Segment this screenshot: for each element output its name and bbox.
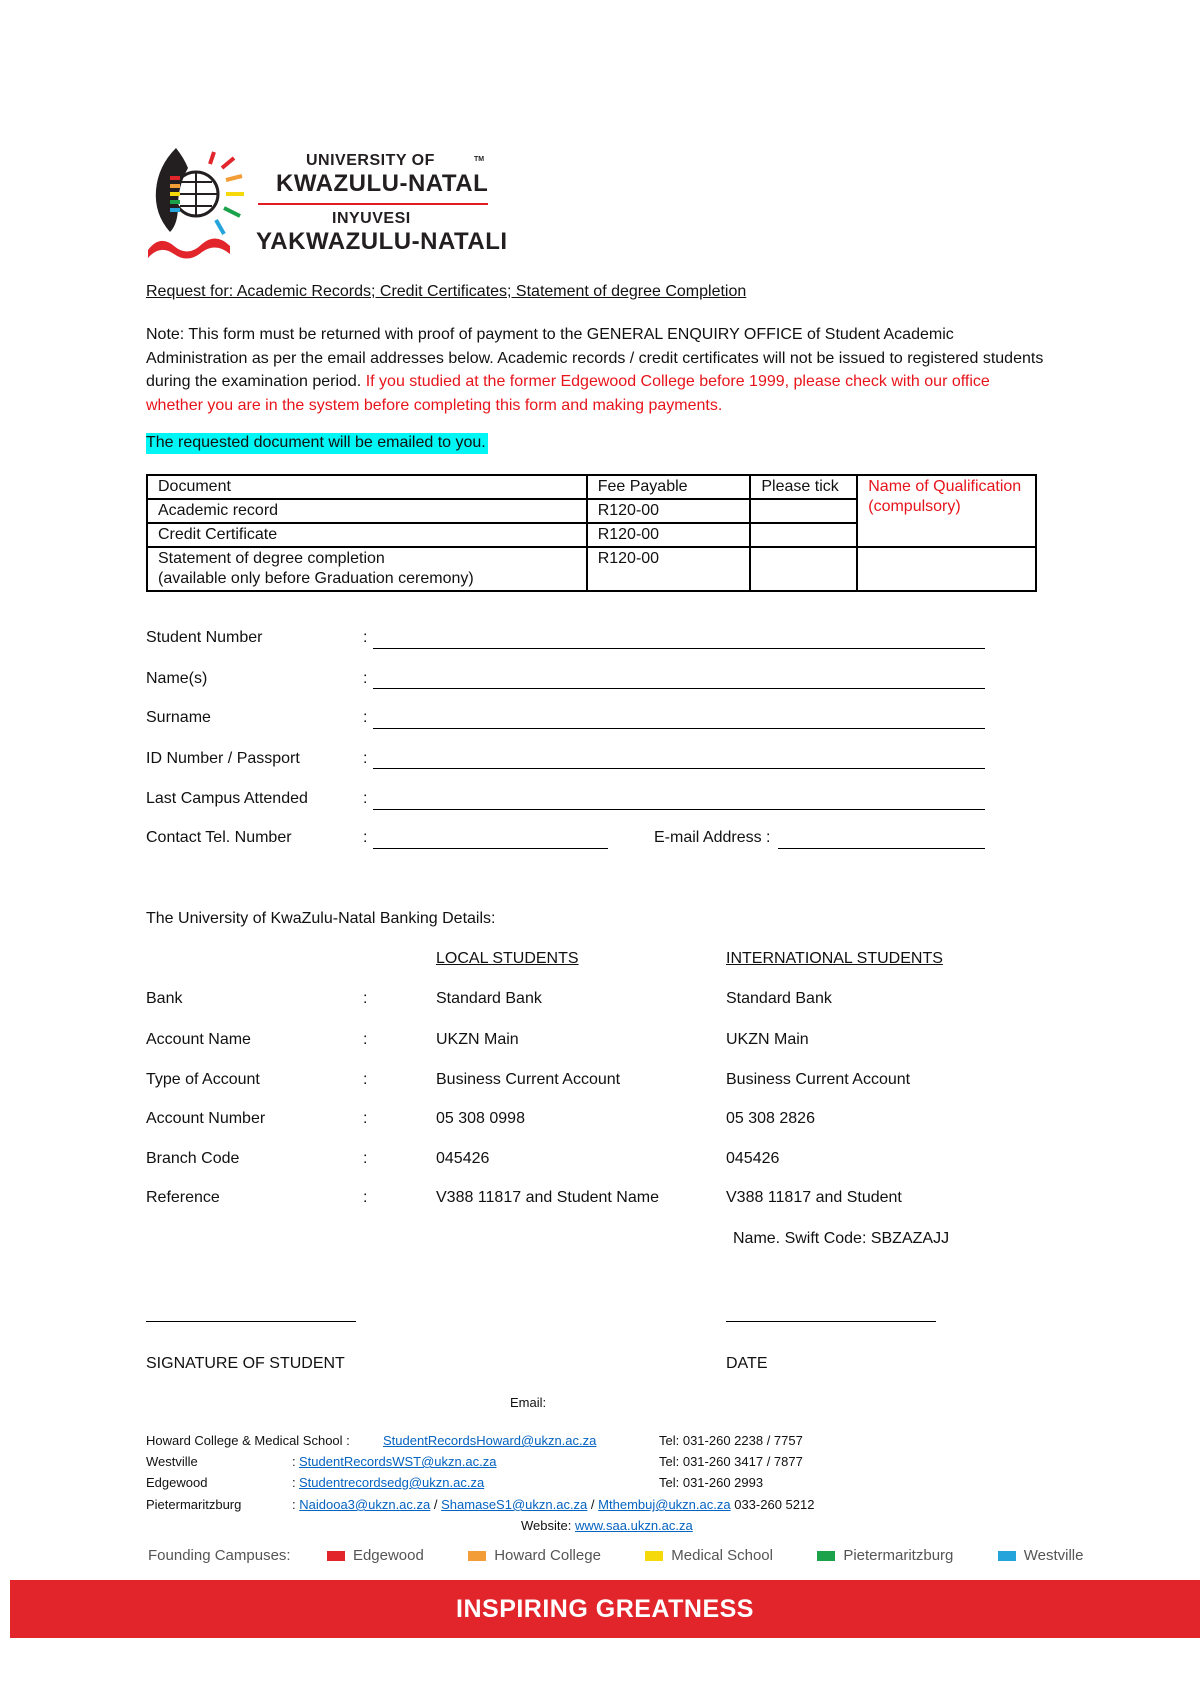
names-label: Name(s) xyxy=(146,670,208,687)
reference-label: Reference xyxy=(146,1189,220,1206)
qualification-input-cell[interactable] xyxy=(857,547,1036,591)
logo-inyuvesi: INYUVESI xyxy=(332,210,411,227)
bank-local: Standard Bank xyxy=(436,990,542,1007)
email-link-howard[interactable]: StudentRecordsHoward@ukzn.ac.za xyxy=(383,1433,597,1448)
campus-edgewood: Edgewood xyxy=(352,1547,424,1564)
swift-code: Name. Swift Code: SBZAZAJJ xyxy=(733,1230,950,1247)
local-students-header: LOCAL STUDENTS xyxy=(436,950,579,967)
bank-colon: : xyxy=(363,1150,368,1167)
founding-label: Founding Campuses: xyxy=(148,1547,291,1564)
contact-colon: : xyxy=(292,1454,296,1469)
email-address-field[interactable] xyxy=(778,848,985,849)
campus-medical: Medical School xyxy=(671,1547,773,1564)
field-colon: : xyxy=(363,790,368,807)
row-fee: R120-00 xyxy=(587,499,751,523)
email-separator: / xyxy=(590,1497,595,1512)
tel-edgewood: Tel: 031-260 2993 xyxy=(659,1475,764,1490)
table-header-row xyxy=(147,475,1036,499)
contact-campus-howard: Howard College & Medical School : xyxy=(146,1433,350,1448)
website-label: Website: xyxy=(521,1518,572,1533)
id-number-label: ID Number / Passport xyxy=(146,750,300,767)
field-colon: : xyxy=(363,709,368,726)
reference-intl: V388 11817 and Student xyxy=(726,1189,902,1206)
banking-title: The University of KwaZulu-Natal Banking Details: xyxy=(146,910,496,927)
email-separator: / xyxy=(433,1497,438,1512)
footer-banner: INSPIRING GREATNESS xyxy=(10,1580,1200,1638)
account-number-label: Account Number xyxy=(146,1110,266,1127)
row-document-title: Statement of degree completion xyxy=(158,550,385,567)
row-document: Academic record xyxy=(147,499,587,523)
request-title: Request for: Academic Records; Credit Certificates; Statement of degree Completion xyxy=(146,283,747,300)
contact-colon: : xyxy=(292,1497,296,1512)
branch-code-label: Branch Code xyxy=(146,1150,240,1167)
logo-trademark: TM xyxy=(474,156,485,163)
note-warning: If you studied at the former Edgewood College before 1999, please check with our office whether you are in the system before completing this form and making payments. xyxy=(146,373,990,414)
account-name-label: Account Name xyxy=(146,1031,251,1048)
branch-code-local: 045426 xyxy=(436,1150,490,1167)
bank-colon: : xyxy=(363,990,368,1007)
bank-colon: : xyxy=(363,1031,368,1048)
document-table xyxy=(146,474,1037,592)
email-link-edgewood[interactable]: Studentrecordsedg@ukzn.ac.za xyxy=(299,1475,485,1490)
tel-pmb: 033-260 5212 xyxy=(734,1497,815,1512)
field-colon: : xyxy=(363,629,368,646)
field-colon: : xyxy=(363,829,368,846)
header-document: Document xyxy=(147,475,587,499)
signature-label: SIGNATURE OF STUDENT xyxy=(146,1355,345,1372)
table-row xyxy=(147,547,1036,591)
row-fee: R120-00 xyxy=(587,547,751,591)
campus-westville: Westville xyxy=(1023,1547,1084,1564)
header-fee: Fee Payable xyxy=(587,475,751,499)
field-colon: : xyxy=(363,670,368,687)
field-colon: : xyxy=(363,750,368,767)
account-number-local: 05 308 0998 xyxy=(436,1110,525,1127)
account-type-local: Business Current Account xyxy=(436,1071,621,1088)
tel-westville: Tel: 031-260 3417 / 7877 xyxy=(659,1454,803,1469)
campus-pmb: Pietermaritzburg xyxy=(843,1547,954,1564)
contact-tel-field[interactable] xyxy=(373,848,608,849)
last-campus-field[interactable] xyxy=(373,809,985,810)
surname-label: Surname xyxy=(146,709,211,726)
tel-howard: Tel: 031-260 2238 / 7757 xyxy=(659,1433,803,1448)
account-number-intl: 05 308 2826 xyxy=(726,1110,815,1127)
last-campus-label: Last Campus Attended xyxy=(146,790,308,807)
note-text: Note: This form must be returned with proof of payment to the GENERAL ENQUIRY OFFICE of Student Academic Administration as per the email addresses below. Academic records / credit certificates will not be issued to registered students during the examination period. xyxy=(146,326,1044,390)
row-document-note: (available only before Graduation ceremony) xyxy=(158,570,474,587)
contact-campus-westville: Westville xyxy=(146,1454,198,1469)
contact-campus-pmb: Pietermaritzburg xyxy=(146,1497,242,1512)
email-address-label: E-mail Address : xyxy=(654,829,771,846)
account-type-label: Type of Account xyxy=(146,1071,260,1088)
contact-tel-label: Contact Tel. Number xyxy=(146,829,292,846)
bank-label: Bank xyxy=(146,990,183,1007)
row-document xyxy=(147,547,587,591)
founding-campuses xyxy=(148,1547,1083,1564)
header-tick: Please tick xyxy=(750,475,857,499)
ukzn-logo-mark xyxy=(148,146,248,264)
id-number-field[interactable] xyxy=(373,768,985,769)
email-link-pmb-2[interactable]: ShamaseS1@ukzn.ac.za xyxy=(441,1497,588,1512)
contact-campus-edgewood: Edgewood xyxy=(146,1475,208,1490)
account-type-intl: Business Current Account xyxy=(726,1071,911,1088)
contact-colon: : xyxy=(292,1475,296,1490)
email-link-westville[interactable]: StudentRecordsWST@ukzn.ac.za xyxy=(299,1454,497,1469)
westville-swatch xyxy=(998,1551,1016,1561)
surname-field[interactable] xyxy=(373,728,985,729)
student-number-field[interactable] xyxy=(373,648,985,649)
date-label: DATE xyxy=(726,1355,768,1372)
email-link-pmb-3[interactable]: Mthembuj@ukzn.ac.za xyxy=(598,1497,731,1512)
date-line[interactable] xyxy=(726,1321,936,1322)
emailed-note: The requested document will be emailed to you. xyxy=(146,433,488,454)
student-number-label: Student Number xyxy=(146,629,263,646)
email-link-pmb-1[interactable]: Naidooa3@ukzn.ac.za xyxy=(299,1497,431,1512)
row-fee: R120-00 xyxy=(587,523,751,547)
website-link[interactable]: www.saa.ukzn.ac.za xyxy=(574,1518,693,1533)
account-name-intl: UKZN Main xyxy=(726,1031,809,1048)
header-qualification: Name of Qualification (compulsory) xyxy=(857,475,1036,547)
international-students-header: INTERNATIONAL STUDENTS xyxy=(726,950,943,967)
logo-divider xyxy=(258,203,488,205)
tick-cell-statement[interactable] xyxy=(750,547,857,591)
logo-kwazulu-natal: KWAZULU-NATAL xyxy=(276,170,489,197)
row-document: Credit Certificate xyxy=(147,523,587,547)
names-field[interactable] xyxy=(373,688,985,689)
bank-colon: : xyxy=(363,1189,368,1206)
medical-swatch xyxy=(645,1551,663,1561)
bank-colon: : xyxy=(363,1110,368,1127)
website-line xyxy=(521,1518,693,1533)
bank-colon: : xyxy=(363,1071,368,1088)
campus-howard: Howard College xyxy=(494,1547,601,1564)
edgewood-swatch xyxy=(327,1551,345,1561)
bank-intl: Standard Bank xyxy=(726,990,832,1007)
pmb-email-line xyxy=(292,1497,814,1512)
account-name-local: UKZN Main xyxy=(436,1031,519,1048)
email-heading: Email: xyxy=(510,1395,547,1410)
logo-university-of: UNIVERSITY OF xyxy=(306,152,435,169)
note-paragraph xyxy=(146,323,1051,417)
student-signature-line[interactable] xyxy=(146,1321,356,1322)
tick-cell-credit-certificate[interactable] xyxy=(750,523,857,547)
reference-local: V388 11817 and Student Name xyxy=(436,1189,659,1206)
branch-code-intl: 045426 xyxy=(726,1150,780,1167)
logo-yakwazulu-natali: YAKWAZULU-NATALI xyxy=(256,228,508,255)
tick-cell-academic-record[interactable] xyxy=(750,499,857,523)
pmb-swatch xyxy=(817,1551,835,1561)
howard-swatch xyxy=(468,1551,486,1561)
